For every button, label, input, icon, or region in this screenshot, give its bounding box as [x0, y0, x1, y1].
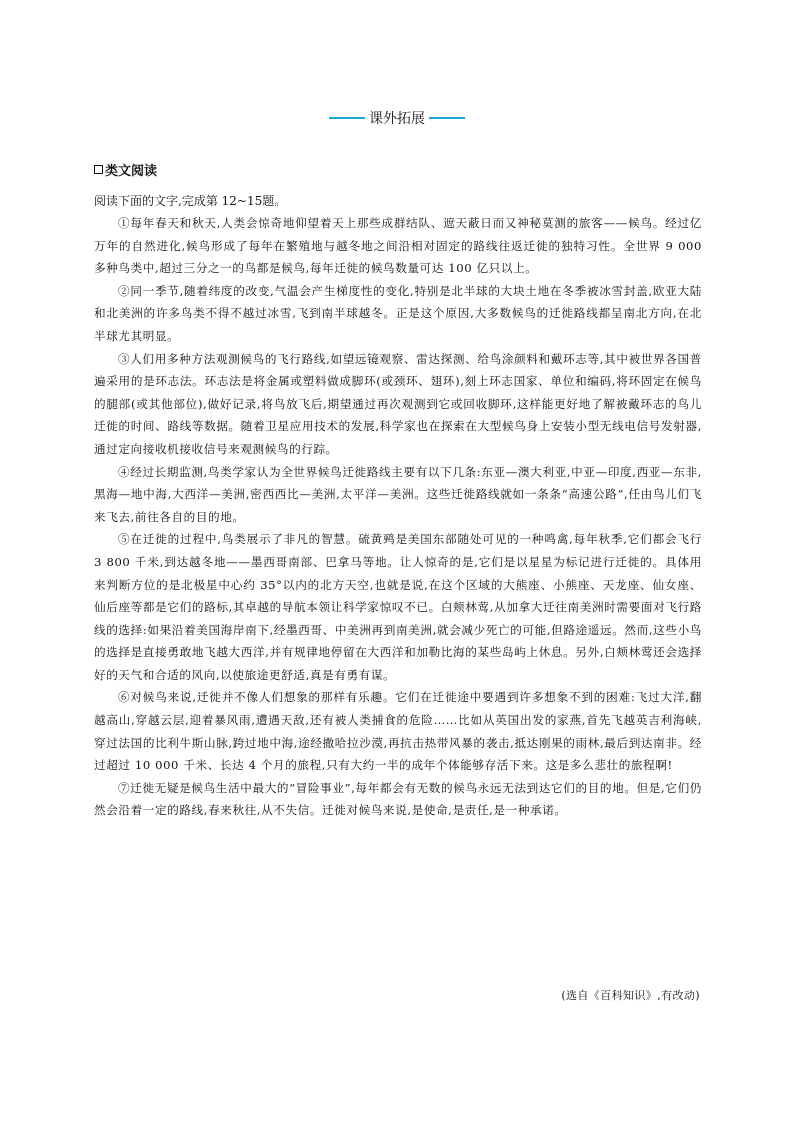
banner-line-right [429, 117, 465, 119]
section-banner [0, 108, 794, 128]
article-body [94, 212, 702, 822]
exercise-heading-text: 类文阅读 [105, 164, 158, 179]
article-paragraph-1: ①每年春天和秋天,人类会惊奇地仰望着天上那些成群结队、遮天蔽日而又神秘莫测的旅客——候鸟。经过亿万年的自然进化,候鸟形成了每年在繁殖地与越冬地之间沿相对固定的路线往返迁徙的独特习性。全世界 9 000 多种鸟类中,超过三分之一的鸟都是候鸟,每年迁徙的候鸟数量可达 100 亿只以上。 [94, 216, 702, 276]
exercise-instruction: 阅读下面的文字,完成第 12~15题。 [94, 194, 287, 208]
article-paragraph-6: ⑥对候鸟来说,迁徙并不像人们想象的那样有乐趣。它们在迁徙途中要遇到许多想象不到的困难:飞过大洋,翻越高山,穿越云层,迎着暴风雨,遭遇天敌,还有被人类捕食的危险……比如从英国出发的家燕,首先飞越英吉利海峡,穿过法国的比利牛斯山脉,跨过地中海,途经撒哈拉沙漠,再抗击热带风暴的袭击,抵达刚果的雨林,最后到达南非。经过超过 10 000 千米、长达 4 个月的旅程,只有大约一半的成年个体能够存活下来。这是多么悲壮的旅程啊! [94, 690, 702, 773]
exercise-heading [94, 160, 157, 179]
article-paragraph-7: ⑦迁徙无疑是候鸟生活中最大的“冒险事业”,每年都会有无数的候鸟永远无法到达它们的目的地。但是,它们仍然会沿着一定的路线,春来秋往,从不失信。迁徙对候鸟来说,是使命,是责任,是一种承诺。 [94, 780, 702, 818]
article-paragraph-5: ⑤在迁徙的过程中,鸟类展示了非凡的智慧。硫黄鹀是美国东部随处可见的一种鸣禽,每年秋季,它们都会飞行 3 800 千米,到达越冬地——墨西哥南部、巴拿马等地。让人惊奇的是,它们是以星星为标记进行迁徙的。具体用来判断方位的是北极星中心约 35°以内的北方天空,也就是说,在这个区域的大熊座、小熊座、天龙座、仙女座、仙后座等都是它们的路标,其卓越的导航本领让科学家惊叹不已。白颊林莺,从加拿大迁往南美洲时需要面对飞行路线的选择:如果沿着美国海岸南下,经墨西哥、中美洲再到南美洲,就会减少死亡的可能,但路途遥远。然而,这些小鸟的选择是直接勇敢地飞越大西洋,并有规律地停留在大西洋和加勒比海的某些岛屿上休息。另外,白颊林莺还会选择好的天气和合适的风向,以使旅途更舒适,真是有勇有谋。 [94, 532, 702, 682]
article-paragraph-2: ②同一季节,随着纬度的改变,气温会产生梯度性的变化,特别是北半球的大块土地在冬季被冰雪封盖,欧亚大陆和北美洲的许多鸟类不得不越过冰雪,飞到南半球越冬。正是这个原因,大多数候鸟的迁徙路线都呈南北方向,在北半球尤其明显。 [94, 283, 702, 343]
section-title: 课外拓展 [369, 111, 425, 127]
banner-line-left [329, 117, 365, 119]
article-paragraph-4: ④经过长期监测,鸟类学家认为全世界候鸟迁徙路线主要有以下几条:东亚—澳大利亚,中亚—印度,西亚—东非,黑海—地中海,大西洋—美洲,密西西比—美洲,太平洋—美洲。这些迁徙路线就如一条条“高速公路”,任由鸟儿们飞来飞去,前往各自的目的地。 [94, 464, 702, 524]
article-paragraph-3: ③人们用多种方法观测候鸟的飞行路线,如望远镜观察、雷达探测、给鸟涂颜料和戴环志等,其中被世界各国普遍采用的是环志法。环志法是将金属或塑料做成脚环(或颈环、翅环),刻上环志国家、单位和编码,将环固定在候鸟的腿部(或其他部位),做好记录,将鸟放飞后,期望通过再次观测到它或回收脚环,这样能更好地了解被戴环志的鸟儿迁徙的时间、路线等数据。随着卫星应用技术的发展,科学家也在探索在大型候鸟身上安装小型无线电信号发射器,通过定向接收机接收信号来观测候鸟的行踪。 [94, 351, 702, 456]
article-source: (选自《百科知识》,有改动) [561, 989, 700, 1002]
checkbox-square-icon [94, 165, 103, 174]
